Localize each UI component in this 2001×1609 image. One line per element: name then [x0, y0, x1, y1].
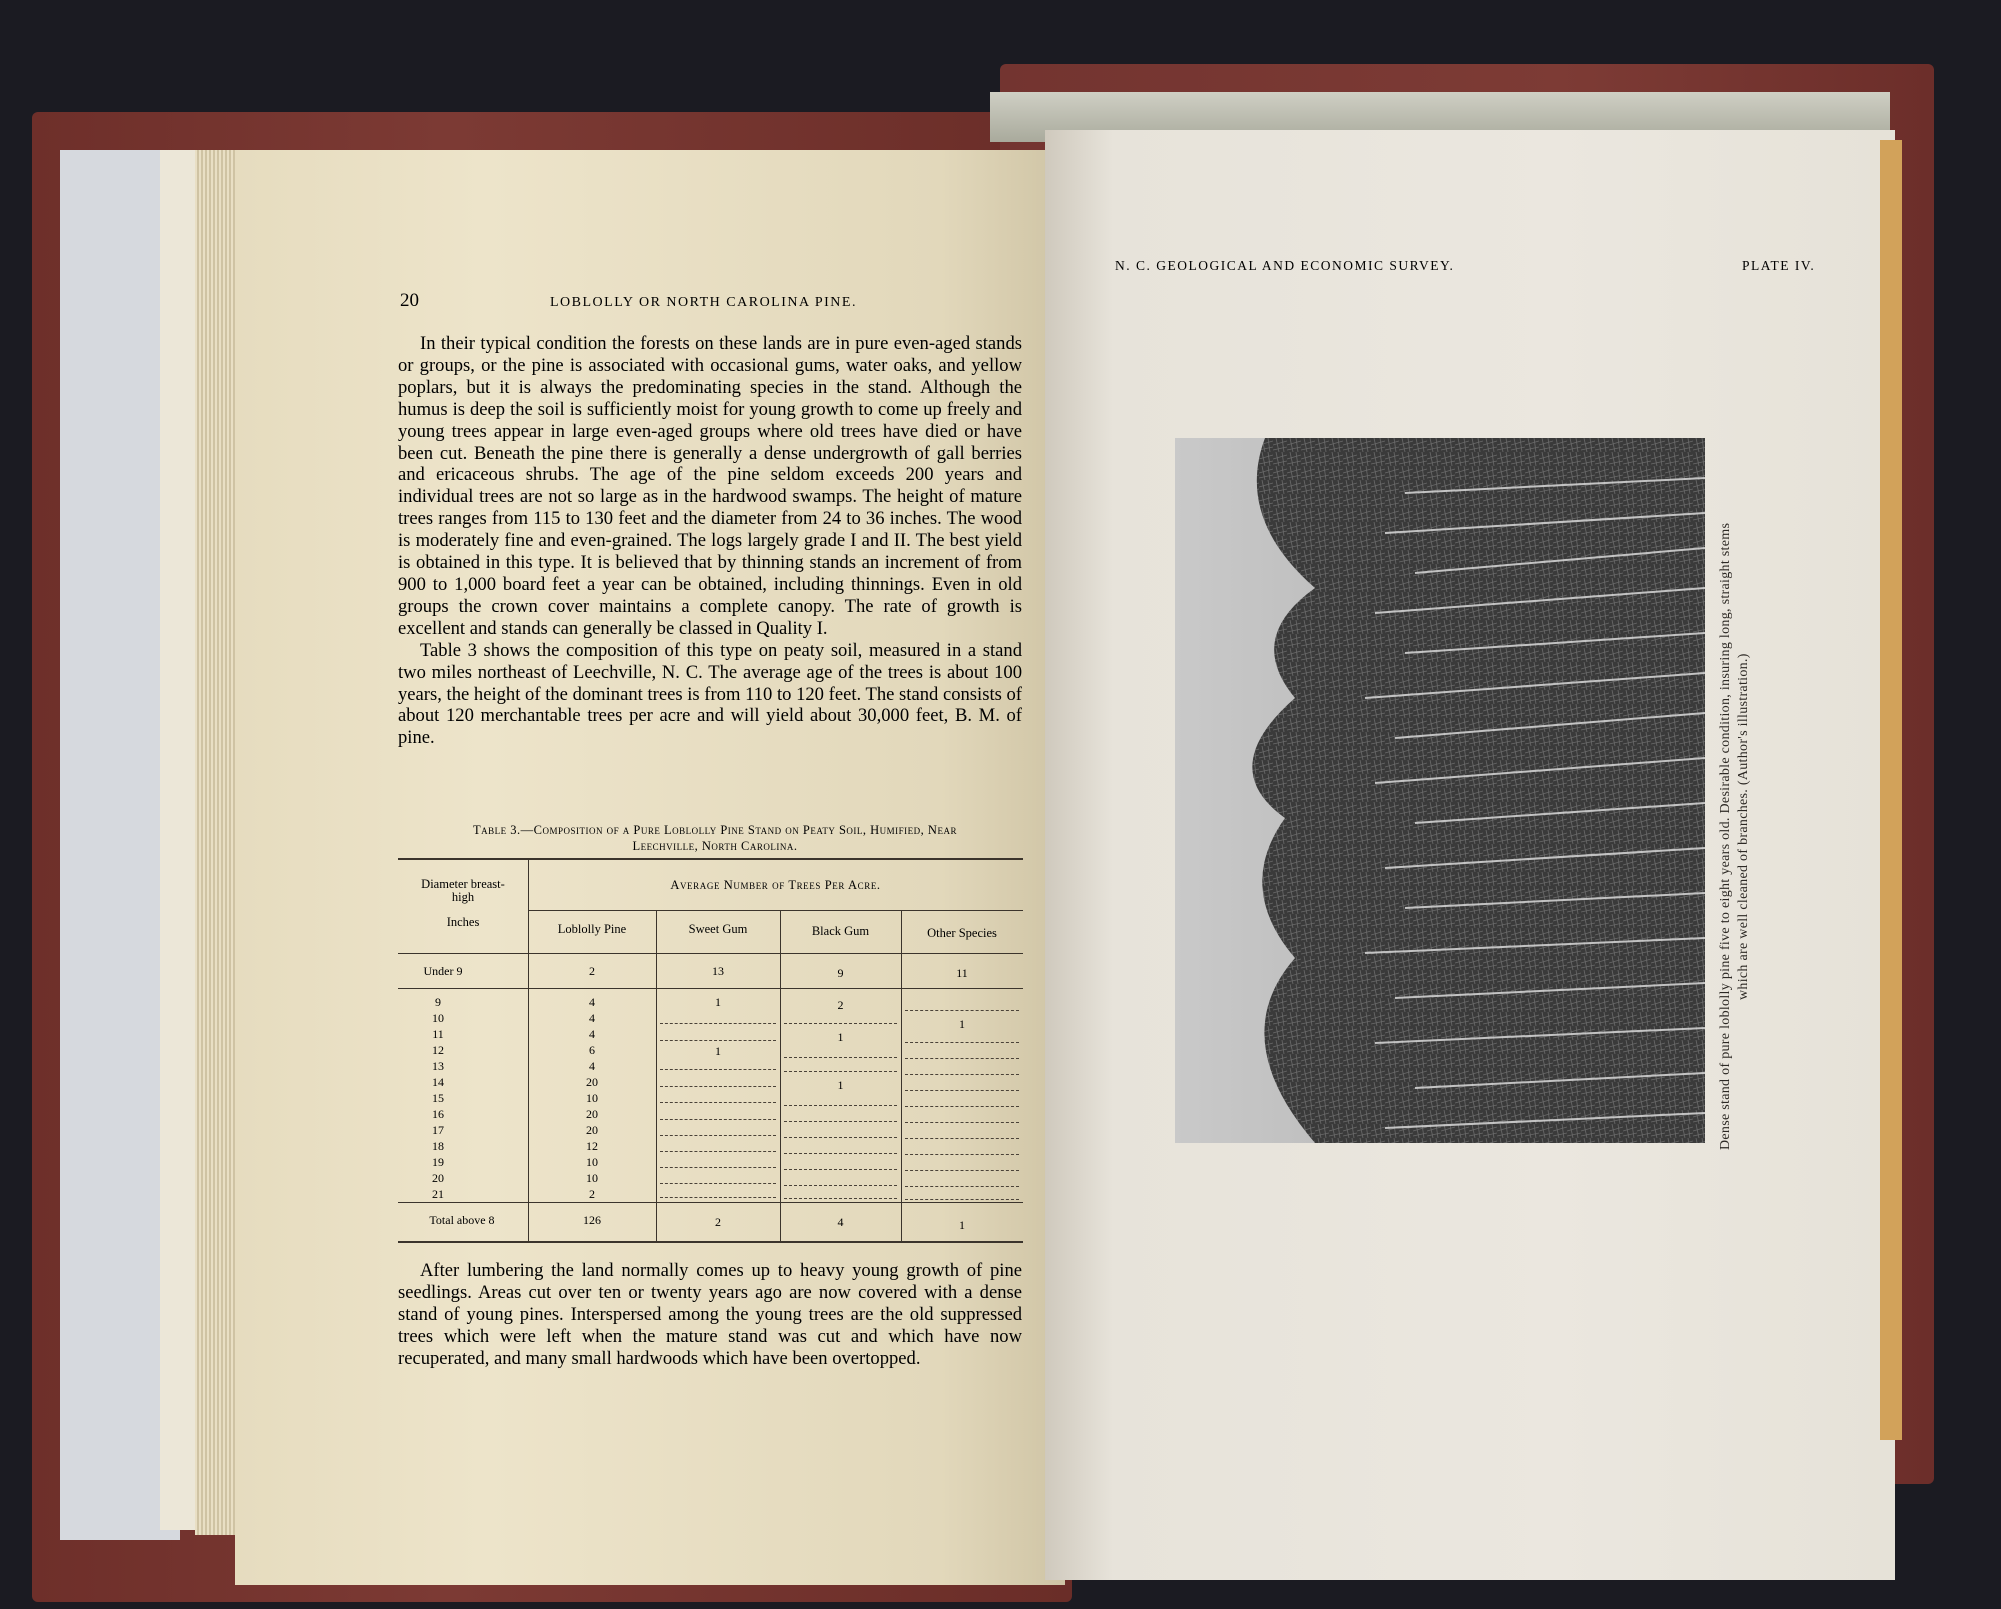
cell-under-other: 11	[956, 966, 968, 980]
header-diameter-line-1: Diameter breast-	[421, 877, 505, 891]
cell-total-sweet: 2	[715, 1215, 721, 1229]
diameter-cell: 10	[432, 1011, 444, 1025]
forest-photograph	[1175, 438, 1705, 1143]
diameter-cell: 19	[432, 1155, 444, 1169]
loblolly-cell: 6	[589, 1043, 595, 1057]
diameter-cell: 12	[432, 1043, 444, 1057]
paragraph-1: In their typical condition the forests on these lands are in pure even-aged stands or groups, or the pine is associated with occasional gums, water oaks, and yellow poplars, but it is always the predominating species in the stand. Although the humus is deep the soil is sufficiently moist for young growth to come up freely and young trees appear in large even-aged groups where old trees have died or have been cut. Beneath the pine there is generally a dense undergrowth of gall berries and ericaceous shrubs. The age of the pine seldom exceeds 200 years and individual trees are not so large as in the hardwood swamps. The height of mature trees ranges from 115 to 130 feet and the diameter from 24 to 36 inches. The wood is moderately fine and even-grained. The logs largely grade I and II. The best yield is obtained in this type. It is believed that by thinning stands an increment of from 900 to 1,000 board feet a year can be obtained, including thinnings. Even in old groups the crown cover maintains a complete canopy. The rate of growth is excellent and stands can generally be classed in Quality I.	[398, 333, 1022, 639]
paragraph-2: Table 3 shows the composition of this type on peaty soil, measured in a stand two miles northeast of Leechville, N. C. The average age of the trees is about 100 years, the height of the dominant trees is from 110 to 120 feet. The stand consists of about 120 merchantable trees per acre and will yield about 30,000 feet, B. M. of pine.	[398, 639, 1022, 749]
col-header-loblolly: Loblolly Pine	[557, 922, 627, 936]
loblolly-cell: 20	[586, 1123, 598, 1137]
loblolly-cell: 20	[586, 1107, 598, 1121]
loblolly-cell: 4	[589, 1059, 595, 1073]
loblolly-cell: 4	[589, 1027, 595, 1041]
loblolly-cell: 10	[586, 1091, 598, 1105]
cell-under-loblolly: 2	[589, 964, 595, 978]
cell-other-10: 1	[959, 1017, 965, 1031]
loblolly-cell: 4	[589, 995, 595, 1009]
col-header-black-gum: Black Gum	[811, 924, 870, 938]
header-diameter-line-2: high	[451, 890, 475, 904]
table-caption-line-1: Table 3.—Composition of a Pure Loblolly Pine Stand on Peaty Soil, Humified, Near	[473, 823, 957, 837]
plate-caption-line-2: which are well cleaned of branches. (Author's illustration.)	[1736, 653, 1751, 1000]
page-number: 20	[400, 290, 419, 311]
loblolly-cell: 10	[586, 1155, 598, 1169]
cell-total-loblolly: 126	[583, 1213, 601, 1227]
diameter-cell: 9	[435, 995, 441, 1009]
header-diameter	[398, 878, 528, 929]
diameter-cell: 18	[432, 1139, 444, 1153]
page-edges	[195, 150, 235, 1535]
cell-black-14: 1	[837, 1078, 844, 1092]
body-text-top	[398, 333, 1022, 749]
diameter-cell: 14	[432, 1075, 444, 1089]
row-under-label: Under 9	[423, 964, 463, 978]
diameter-cell: 15	[432, 1091, 444, 1105]
cell-black-9: 2	[837, 998, 844, 1012]
composition-table	[398, 858, 1023, 1248]
cell-total-black: 4	[837, 1215, 844, 1229]
diameter-cell: 17	[432, 1123, 444, 1137]
cell-under-black: 9	[837, 966, 844, 980]
loblolly-cell: 2	[589, 1187, 595, 1201]
header-group: Average Number of Trees Per Acre.	[670, 878, 881, 892]
page-tab-edge	[1880, 140, 1902, 1440]
loblolly-cell: 20	[586, 1075, 598, 1089]
diameter-cell: 20	[432, 1171, 444, 1185]
diameter-cell: 11	[432, 1027, 444, 1041]
cell-sweet-9: 1	[715, 995, 721, 1009]
row-total-label: Total above 8	[429, 1213, 495, 1227]
loblolly-cell: 4	[589, 1011, 595, 1025]
cell-total-other: 1	[959, 1218, 965, 1232]
cell-sweet-12: 1	[715, 1044, 721, 1058]
diameter-cell: 21	[432, 1187, 444, 1201]
body-text-bottom	[398, 1260, 1022, 1370]
diameter-cell: 13	[432, 1059, 444, 1073]
table-caption-line-2: Leechville, North Carolina.	[632, 839, 798, 853]
running-head: LOBLOLLY OR NORTH CAROLINA PINE.	[550, 295, 857, 310]
survey-header: N. C. GEOLOGICAL AND ECONOMIC SURVEY.	[1115, 258, 1455, 273]
paragraph-3: After lumbering the land normally comes up to heavy young growth of pine seedlings. Areas cut over ten or twenty years ago are now covered with a dense stand of young pines. Interspersed among the young trees are the old suppressed trees which were left when the mature stand was cut and which have now recuperated, and many small hardwoods which have been overtopped.	[398, 1260, 1022, 1369]
table-caption	[420, 822, 1010, 854]
header-diameter-unit: Inches	[446, 915, 480, 929]
col-header-sweet-gum: Sweet Gum	[688, 922, 748, 936]
plate-caption-line-1: Dense stand of pure loblolly pine five to eight years old. Desirable condition, insuring long, straight stems	[1718, 522, 1733, 1150]
loblolly-cell: 12	[586, 1139, 598, 1153]
col-header-other: Other Species	[927, 926, 997, 940]
loblolly-cell: 10	[586, 1171, 598, 1185]
cell-under-sweet: 13	[712, 964, 724, 978]
plate-number: PLATE IV.	[1742, 258, 1816, 273]
cell-black-11: 1	[837, 1030, 844, 1044]
diameter-cell: 16	[432, 1107, 444, 1121]
